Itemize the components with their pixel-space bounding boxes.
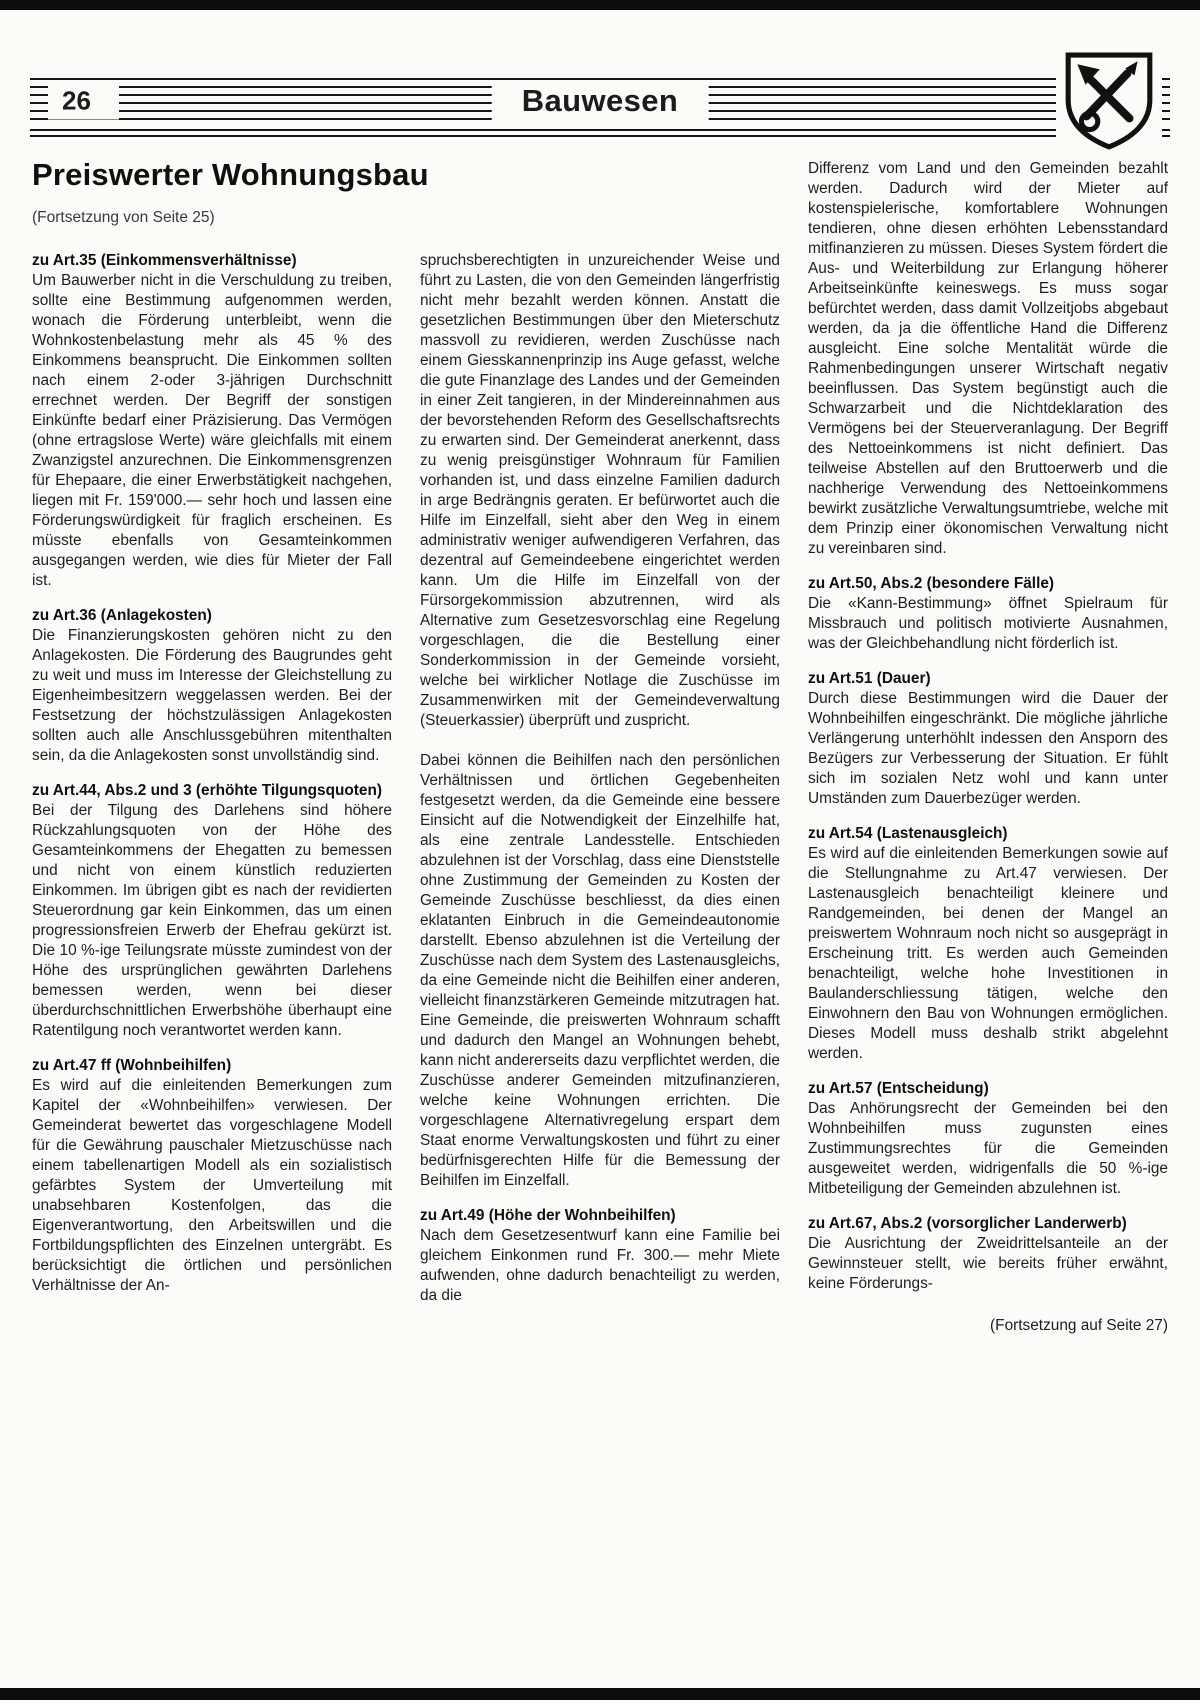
page-header: [30, 78, 1170, 137]
header-stripes: [30, 78, 1170, 124]
header-rule: [30, 129, 1170, 137]
article-paragraph: Die «Kann-Bestimmung» öffnet Spielraum für Missbrauch und politisch motivierte Ausnahmen, was der Gleichbehandlung nicht förderlich ist.: [808, 595, 1168, 652]
article-section-heading: zu Art.67, Abs.2 (vorsorglicher Landerwerb): [808, 1215, 1127, 1232]
article-section-heading: zu Art.47 ff (Wohnbeihilfen): [32, 1057, 232, 1074]
article-paragraph: Dabei können die Beihilfen nach den persönlichen Verhältnissen und örtlichen Gegebenheiten festgesetzt werden, da die Gemeinde eine bessere Einsicht auf die Notwendigkeit der Einzelhilfe hat, als eine zentrale Landesstelle. Entschieden abzulehnen ist der Vorschlag, dass eine Dienststelle ohne Zustimmung der Gemeinden zu Kosten der Gemeinde Zuschüsse beschliesst, da dies einen eklatanten Einbruch in die Gemeindeautonomie darstellt. Ebenso abzulehnen ist die Verteilung der Zuschüsse nach dem System des Lastenausgleichs, da eine Gemeinde nicht die Beihilfen einer anderen, vielleicht finanzstärkeren Gemeinde mitzutragen hat. Eine Gemeinde, die preiswerten Wohnraum schafft und dadurch den Mangel an Wohnungen behebt, kann nicht andererseits dazu verpflichtet werden, die Zuschüsse anderer Gemeinden mitzufinanzieren, welche keine Wohnungen errichten. Die vorgeschlagene Alternativregelung erspart dem Staat enorme Verwaltungskosten und führt zu einer bedürfnisgerechten Hilfe für die Bemessung der Beihilfen im Einzelfall.: [420, 752, 780, 1189]
article: [32, 157, 1168, 1336]
article-section-heading: zu Art.50, Abs.2 (besondere Fälle): [808, 575, 1055, 592]
column-3: [808, 159, 1168, 1336]
article-section-heading: zu Art.49 (Höhe der Wohnbeihilfen): [420, 1207, 676, 1224]
column-2: [420, 251, 780, 1306]
article-left-region: [32, 157, 780, 1336]
article-paragraph: Es wird auf die einleitenden Bemerkungen sowie auf die Stellungnahme zu Art.47 verwiesen. Der Lastenausgleich benachteiligt kleinere und Randgemeinden, bei denen der Mangel an preiswertem Wohnraum noch nicht so ausgeprägt in Erscheinung tritt. Es werden auch Gemeinden benachteiligt, welche hohe Investitionen in Baulanderschliessung tätigen, welche den Einwohnern den Bau von Wohnungen ermöglichen. Dieses Modell muss deshalb strikt abgelehnt werden.: [808, 845, 1168, 1062]
article-section-heading: zu Art.51 (Dauer): [808, 670, 931, 687]
article-section-heading: zu Art.44, Abs.2 und 3 (erhöhte Tilgungsquoten): [32, 782, 383, 799]
article-section-heading: zu Art.54 (Lastenausgleich): [808, 825, 1008, 842]
article-paragraph: Die Ausrichtung der Zweidrittelsanteile an der Gewinnsteuer stellt, wie bereits früher erwähnt, keine Förderungs-: [808, 1235, 1168, 1292]
continuation-note: (Fortsetzung auf Seite 27): [990, 1317, 1168, 1334]
article-title: Preiswerter Wohnungsbau: [32, 157, 429, 192]
article-section-heading: zu Art.57 (Entscheidung): [808, 1080, 989, 1097]
two-column-area: [32, 251, 780, 1306]
article-paragraph: Nach dem Gesetzesentwurf kann eine Familie bei gleichem Einkonmen rund Fr. 300.— mehr Miete aufwenden, ohne dadurch benachteiligt zu werden, da die: [420, 1227, 780, 1304]
article-paragraph: Die Finanzierungskosten gehören nicht zu den Anlagekosten. Die Förderung des Baugrundes geht zu weit und muss im Interesse der Gleichstellung zu Eigenheimbesitzern weggelassen werden. Bei der Festsetzung der höchstzulässigen Anlagekosten sollten auch alle Anschlussgebühren mitenthalten sein, da die Anlagekosten sonst unvollständig sind.: [32, 627, 392, 764]
article-paragraph: Um Bauwerber nicht in die Verschuldung zu treiben, sollte eine Bestimmung aufgenommen werden, wonach die Förderung unterbleibt, wenn die Wohnkostenbelastung mehr als 45 % des Einkommens beansprucht. Die Einkommen sollten nach einem 2-oder 3-jährigen Durchschnitt errechnet werden. Der Begriff der sonstigen Einkünfte bedarf einer Präzisierung. Das Vermögen (ohne ertragslose Werte) wäre gleichfalls mit einem Zwanzigstel anzurechnen. Die Einkommensgrenzen für Ehepaare, die einer Erwerbstätigkeit nachgehen, liegen mit Fr. 159'000.— sehr hoch und lassen eine Förderungswürdigkeit für fraglich erscheinen. Es müsste ebenfalls von Gesamteinkommen ausgegangen werden, wie dies für Mieter der Fall ist.: [32, 272, 392, 589]
article-paragraph: Differenz vom Land und den Gemeinden bezahlt werden. Dadurch wird der Mieter auf kostenspielerische, komfortablere Wohnungen tendieren, ohne diesen erhöhten Lebensstandard mitfinanzieren zu müssen. Dieses System fördert die Aus- und Weiterbildung zur Erlangung höherer Arbeitseinkünfte keineswegs. Es muss sogar befürchtet werden, dass damit Vollzeitjobs abgebaut werden, da ja die öffentliche Hand die Differenz ausgleicht. Eine solche Mentalität würde die Rahmenbedingungen unserer Wirtschaft negativ beeinflussen. Das System begünstigt auch die Schwarzarbeit und die Nichtdeklaration des Vermögens bei der Steuerveranlagung. Der Begriff des Nettoeinkommens ist nicht definiert. Das teilweise Abstellen auf den Bruttoerwerb und die nachherige Verwendung des Nettoeinkommens bewirkt zusätzliche Verwaltungsumtriebe, welche mit dem Prinzip einer ökonomischen Verwaltung nicht zu vereinbaren sind.: [808, 160, 1168, 557]
section-title: Bauwesen: [492, 80, 709, 122]
article-paragraph: Durch diese Bestimmungen wird die Dauer der Wohnbeihilfen eingeschränkt. Die mögliche jährliche Verlängerung unterhöhlt indessen den Ansporn des Bezügers zur Verbesserung der Situation. Er fühlt sich im sozialen Netz wohl und kann unter Umständen zum Dauerbezüger werden.: [808, 690, 1168, 807]
article-paragraph: Das Anhörungsrecht der Gemeinden bei den Wohnbeihilfen muss zugunsten eines Zustimmungsrechtes für die Gemeinden ausgeweitet werden, widrigenfalls die 50 %-ige Mitbeteiligung der Gemeinden abzulehnen ist.: [808, 1100, 1168, 1197]
article-section-heading: zu Art.35 (Einkommensverhältnisse): [32, 252, 297, 269]
article-subtitle: (Fortsetzung von Seite 25): [32, 209, 215, 226]
coat-of-arms-icon: [1056, 46, 1162, 156]
article-paragraph: Es wird auf die einleitenden Bemerkungen zum Kapitel der «Wohnbeihilfen» verwiesen. Der Gemeinderat bewertet das vorgeschlagene Modell für die Gewährung pauschaler Mietzuschüsse nach einem tabellenartigen Modell als ein sozialistisch gefärbtes System der Umverteilung mit unabsehbaren Kostenfolgen, das die Eigenverantwortung, den Arbeitswillen und die Fortbildungspflichten des Einzelnen untergräbt. Es berücksichtigt die örtlichen und persönlichen Verhältnisse der An-: [32, 1077, 392, 1294]
article-paragraph: Bei der Tilgung des Darlehens sind höhere Rückzahlungsquoten von der Höhe des Gesamteinkommens der Ehegatten zu bemessen und nicht von einem künstlich reduzierten Einkommen. Im übrigen gibt es nach der revidierten Steuerordnung gar kein Einkommen, das um einen progressionsfreien Erwerb der Ehefrau gekürzt ist. Die 10 %-ige Teilungsrate müsste zumindest von der Höhe des ursprünglichen gewährten Darlehens bemessen werden, wenn bei dieser überdurchschnittlichen Erwerbshöhe überhaupt eine Ratentilgung noch verantwortet werden kann.: [32, 802, 392, 1039]
article-section-heading: zu Art.36 (Anlagekosten): [32, 607, 212, 624]
bottom-border-bar: [0, 1688, 1200, 1700]
top-border-bar: [0, 0, 1200, 10]
page-number: 26: [48, 83, 119, 120]
column-1: [32, 251, 392, 1306]
article-paragraph: spruchsberechtigten in unzureichender Weise und führt zu Lasten, die von den Gemeinden längerfristig nicht mehr bezahlt werden können. Anstatt die gesetzlichen Bestimmungen über den Mieterschutz massvoll zu revidieren, werden Zuschüsse nach einem Giesskannenprinzip ins Auge gefasst, welche die gute Finanzlage des Landes und der Gemeinden in einer Zeit tangieren, in der Mindereinnahmen aus der bevorstehenden Reform des Gesellschaftsrechts zu erwarten sind. Der Gemeinderat anerkennt, dass zu wenig preisgünstiger Wohnraum für Familien vorhanden ist, und dass einzelne Familien dadurch in arge Bedrängnis geraten. Er befürwortet auch die Hilfe im Einzelfall, sieht aber den Weg in einem administrativ weniger aufwendigeren Verfahren, das dezentral auf Gemeindeebene eingerichtet werden kann. Um die Hilfe im Einzelfall von der Fürsorgekommission abzutrennen, wird als Alternative zum Gesetzesvorschlag eine Regelung vorgeschlagen, die die Bestellung einer Sonderkommission in der Gemeinde vorsieht, welche bei wirklicher Notlage die Zuschüsse im Zusammenwirken mit der Gemeindeverwaltung (Steuerkassier) überprüft und zuspricht.: [420, 252, 780, 729]
